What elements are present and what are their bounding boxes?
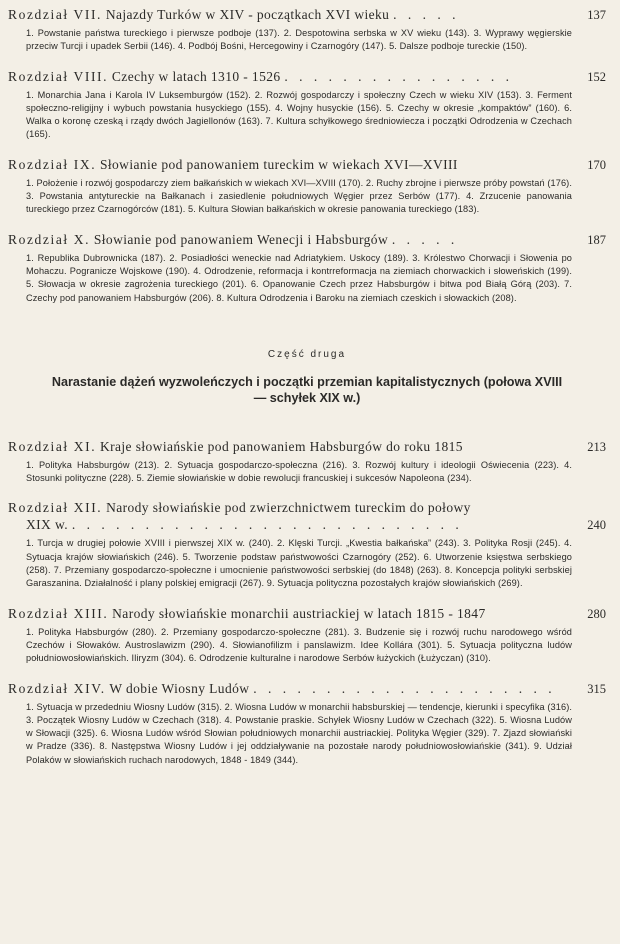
chapter-label: Rozdział VIII. [8,68,109,84]
toc-entry-chapter-13[interactable] [8,605,606,666]
dot-leader: . . . . . . . . . . . . . . . . . . . . . [253,680,556,696]
chapter-heading [8,605,566,622]
dot-leader: . . . . . [391,231,459,247]
toc-entry-chapter-12[interactable] [8,499,606,590]
chapter-contents: 1. Polityka Habsburgów (213). 2. Sytuacja gospodarczo-społeczna (216). 3. Rozwój kultury i ideologii Oświecenia (223). 4. Stosunki polityczne (228). 5. Ziemie słowiańskie w dobie rewolucji francuskiej i sukcesów Napoleona (234). [26,459,572,484]
toc-entry-chapter-14[interactable] [8,680,606,767]
page-number: 240 [587,518,606,533]
dot-leader: . . . . . [393,7,460,22]
chapter-title: Słowianie pod panowaniem tureckim w wiekach XVI—XVIII [99,156,458,172]
chapter-label: Rozdział XIV. [8,680,106,696]
chapter-title: W dobie Wiosny Ludów [109,680,250,696]
page-number: 315 [587,681,606,696]
chapter-contents: 1. Położenie i rozwój gospodarczy ziem bałkańskich w wiekach XVI—XVIII (170). 2. Ruchy zbrojne i pierwsze próby powstań (176). 3. Powstania antytureckie na Bałkanach i zasiedlenie południowych Węgier przez Serbów (177). 4. Zrzucenie panowania tureckiego przez Czarnogórców (181). 5. Kultura Słowian bałkańskich w okresie panowania tureckiego (183). [26,177,572,215]
chapter-contents: 1. Monarchia Jana i Karola IV Luksemburgów (152). 2. Rozwój gospodarczy i społeczny Czech w wieku XIV (153). 3. Ferment społeczno-religijny i wybuch powstania husyckiego (155). 4. Wojny husyckie (156). 5. Czechy w okresie „kompaktów” (160). 6. Walka o koronę czeską i rządy dwóch Jagiellonów (163). 7. Kultura schyłkowego średniowiecza i początki Odrodzenia w Czechach (165). [26,89,572,140]
chapter-heading [8,156,566,173]
chapter-label: Rozdział XIII. [8,605,109,621]
chapter-label: Rozdział X. [8,231,91,247]
page-number: 187 [587,232,606,247]
part-title: Narastanie dążeń wyzwoleńczych i początki przemian kapitalistycznych (połowa XVIII — schyłek XIX w.) [51,374,563,405]
chapter-heading [8,438,566,455]
page-number: 137 [587,8,606,22]
chapter-contents: 1. Republika Dubrownicka (187). 2. Posiadłości weneckie nad Adriatykiem. Uskocy (189). 3. Królestwo Chorwacji i Słowenia po Mohaczu. Pogranicze Wojskowe (190). 4. Odrodzenie, reformacja i kontrreformacja na ziemiach chorwackich i słoweńskich (199). 5. Słowacja w okresie zagrożenia tureckiego (201). 6. Opanowanie Czech przez Habsburgów i bitwa pod Białą Górą (203). 7. Czechy pod panowaniem Habsburgów (206). 8. Kultura Odrodzenia i Baroku na ziemiach czeskich i słowackich (208). [26,252,572,303]
chapter-label: Rozdział XI. [8,438,97,454]
toc-heading-row [8,680,606,697]
chapter-label: Rozdział XII. [8,500,103,516]
chapter-heading [8,680,566,697]
chapter-contents: 1. Polityka Habsburgów (280). 2. Przemiany gospodarczo-społeczne (281). 3. Budzenie się i rozwój ruchu narodowego wśród Czechów i Słowaków. Austroslawizm (290). 4. Słowianofilizm i panslawizm. Idee Kollára (301). 5. Sytuacja polityczna ludów południowosłowiańskich. Iliryzm (304). 6. Odrodzenie kulturalne i narodowe Serbów łużyckich (Łużyczan) (310). [26,626,572,664]
chapter-label: Rozdział VII. [8,7,103,22]
chapter-title: Słowianie pod panowaniem Wenecji i Habsburgów [93,231,389,247]
chapter-title: Narody słowiańskie monarchii austriackiej w latach 1815 - 1847 [112,605,486,621]
chapter-title: Kraje słowiańskie pod panowaniem Habsburgów do roku 1815 [99,438,463,454]
toc-entry-chapter-9[interactable] [8,156,606,217]
page-number: 170 [587,157,606,172]
toc-heading-row [8,6,606,23]
toc-heading-row [8,68,606,85]
toc-heading-row [8,156,606,173]
toc-heading-row [8,499,606,533]
page-number: 280 [587,606,606,621]
chapter-contents: 1. Powstanie państwa tureckiego i pierwsze podboje (137). 2. Despotowina serbska w XV wieku (143). 3. Wyprawy węgierskie przeciw Turcji i upadek Serbii (146). 4. Podbój Bośni, Hercegowiny i Czarnogóry (147). 5. Dalsze podboje tureckie (150). [26,28,572,52]
toc-entry-chapter-10[interactable] [8,231,606,305]
page-number: 152 [587,69,606,84]
toc-heading-row [8,231,606,248]
toc-heading-row [8,605,606,622]
toc-heading-row [8,438,606,455]
chapter-heading [8,68,566,85]
chapter-title: Narody słowiańskie pod zwierzchnictwem tureckim do połowy [106,500,471,516]
part-label: Część druga [267,348,347,360]
chapter-title-continuation [8,516,566,533]
page-number: 213 [587,439,606,454]
toc-entry-chapter-8[interactable] [8,68,606,142]
chapter-title-cont-text: XIX w. [26,517,69,533]
dot-leader: . . . . . . . . . . . . . . . . [284,68,513,84]
chapter-heading [8,231,566,248]
chapter-title: Czechy w latach 1310 - 1526 [111,68,281,84]
toc-entry-chapter-7[interactable] [8,6,606,54]
chapter-heading [8,499,566,533]
chapter-contents: 1. Sytuacja w przededniu Wiosny Ludów (315). 2. Wiosna Ludów w monarchii habsburskiej — tendencje, kierunki i specyfika (316). 3. Początek Wiosny Ludów w Czechach (318). 4. Powstanie praskie. Schyłek Wiosny Ludów w Czechach (322). 5. Wiosna Ludów w Słowacji (325). 6. Wiosna Ludów wśród Słowian południowych monarchii austriackiej. Polityka Węgier (329). 7. Zjazd słowiański w Pradze (336). 8. Następstwa Wiosny Ludów i jej oddziaływanie na pozostałe narody południowosłowiańskie (341). 9. Udział Polaków w słowiańskich ruchach narodowych, 1848 - 1849 (344). [26,701,572,765]
dot-leader: . . . . . . . . . . . . . . . . . . . . . . . . . . . [71,517,463,533]
chapter-label: Rozdział IX. [8,156,97,172]
chapter-heading [8,6,566,23]
chapter-contents: 1. Turcja w drugiej połowie XVIII i pierwszej XIX w. (240). 2. Klęski Turcji. „Kwestia bałkańska” (243). 3. Polityka Rosji (245). 4. Sytuacja krajów słowiańskich (246). 5. Tworzenie podstaw państwowości Czarnogóry (252). 6. Utworzenie księstwa serbskiego (258). 7. Przemiany gospodarczo-społeczne i umocnienie państwowości serbskiej (do 1848) (263). 8. Koncepcja polityki serbskiej Garaszanina. Działalność i plany polskiej emigracji (267). 9. Sytuacja polityczna pozostałych krajów słowiańskich (269). [26,538,572,589]
toc-entry-chapter-11[interactable] [8,438,606,486]
chapter-title: Najazdy Turków w XIV - początkach XVI wieku [105,7,390,22]
